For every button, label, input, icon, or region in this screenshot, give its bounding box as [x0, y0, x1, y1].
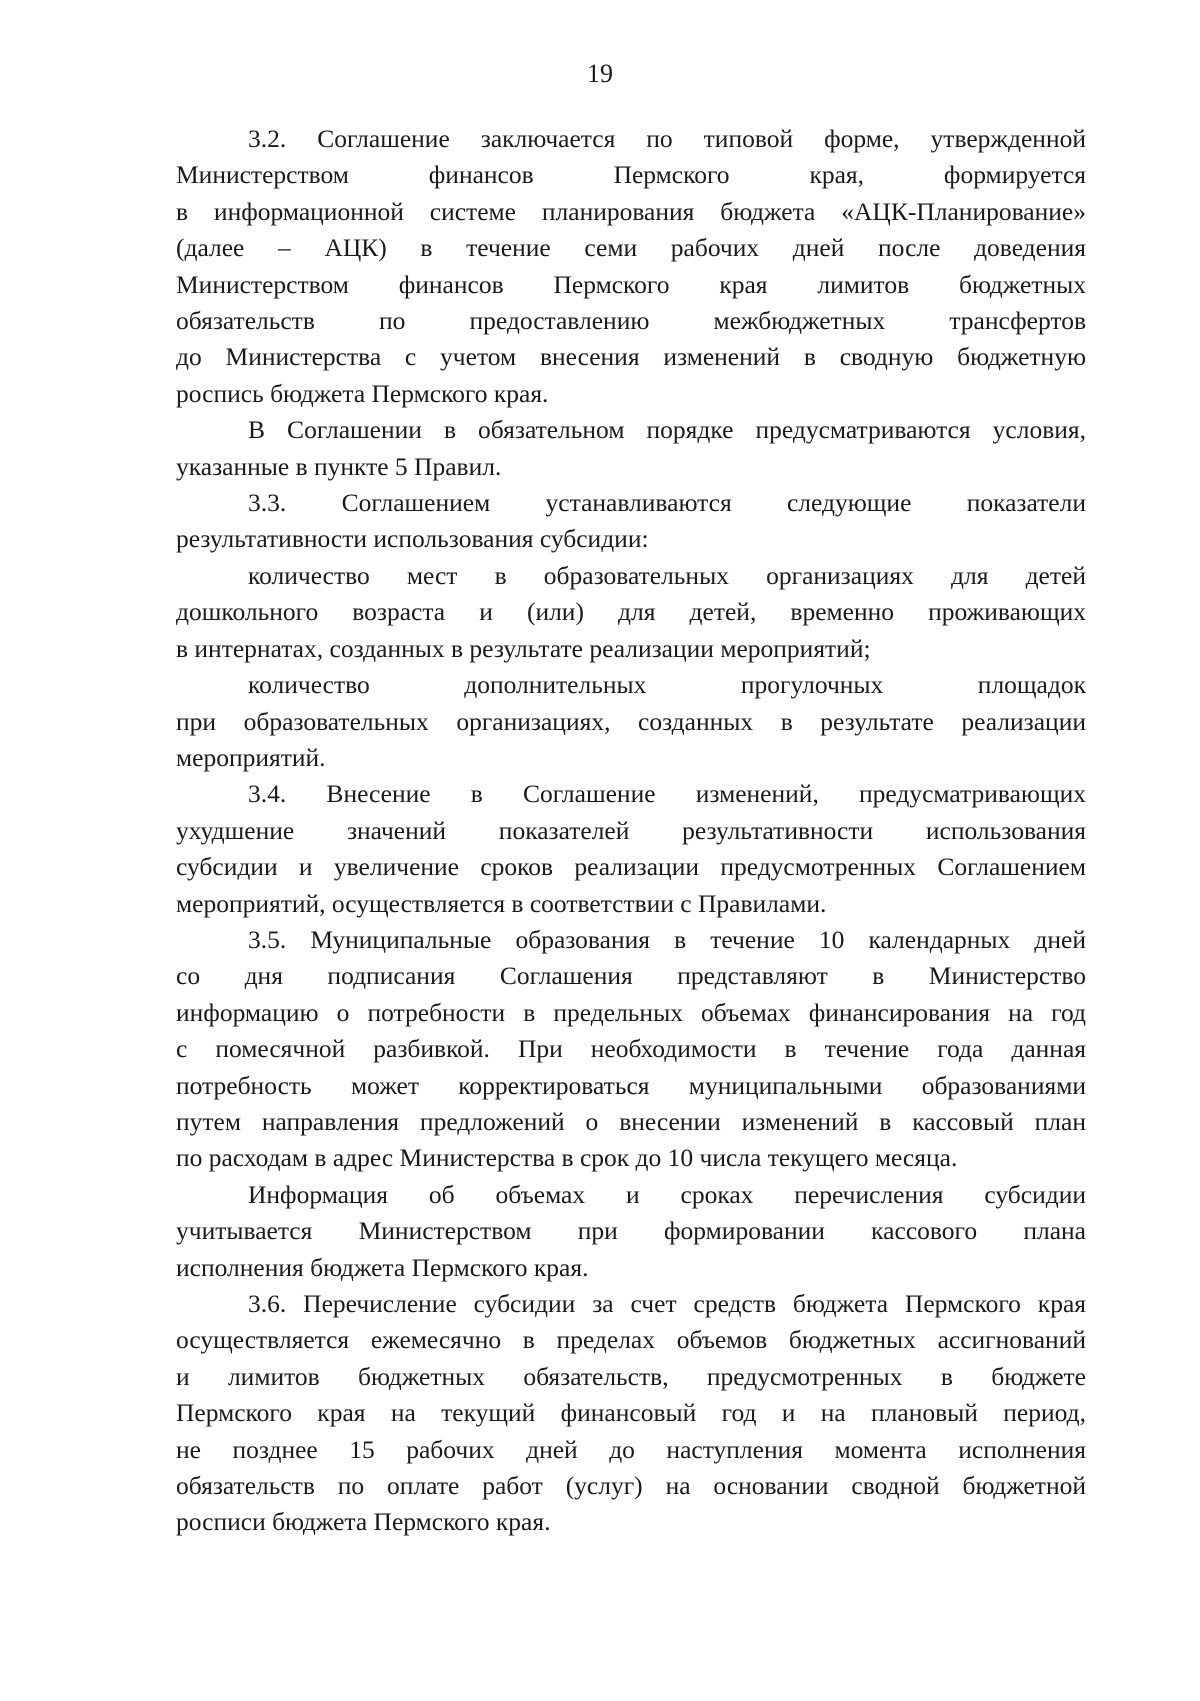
- text-line: 3.6. Перечисление субсидии за счет средств бюджета Пермского края: [248, 1289, 1086, 1318]
- text-line: не позднее 15 рабочих дней до наступления момента исполнения: [176, 1434, 1086, 1464]
- text-line: 3.4. Внесение в Соглашение изменений, предусматривающих: [248, 779, 1086, 809]
- text-line: 3.3. Соглашением устанавливаются следующие показатели: [248, 488, 1086, 518]
- text-line: росписи бюджета Пермского края.: [176, 1507, 551, 1537]
- text-line: 3.2. Соглашение заключается по типовой форме, утвержденной: [248, 124, 1086, 153]
- text-line: субсидии и увеличение сроков реализации предусмотренных Соглашением: [176, 852, 1086, 882]
- text-line: количество дополнительных прогулочных площадок: [248, 670, 1086, 700]
- text-line: Министерством финансов Пермского края лимитов бюджетных: [176, 269, 1086, 299]
- text-line: 3.5. Муниципальные образования в течение 10 календарных дней: [248, 924, 1086, 954]
- document-body: [176, 121, 1086, 1541]
- text-line: осуществляется ежемесячно в пределах объемов бюджетных ассигнований: [176, 1325, 1086, 1355]
- text-line: в интернатах, созданных в результате реализации мероприятий;: [176, 633, 871, 663]
- text-line: ухудшение значений показателей результативности использования: [176, 815, 1086, 845]
- text-line: информацию о потребности в предельных объемах финансирования на год: [176, 997, 1086, 1027]
- text-line: Пермского края на текущий финансовый год и на плановый период,: [176, 1398, 1086, 1428]
- paragraph: [176, 558, 1086, 667]
- text-line: дошкольного возраста и (или) для детей, временно проживающих: [176, 597, 1086, 627]
- text-line: по расходам в адрес Министерства в срок до 10 числа текущего месяца.: [176, 1143, 958, 1173]
- text-line: при образовательных организациях, созданных в результате реализации: [176, 706, 1086, 736]
- text-line: обязательств по предоставлению межбюджетных трансфертов: [176, 306, 1086, 336]
- text-line: и лимитов бюджетных обязательств, предусмотренных в бюджете: [176, 1361, 1086, 1391]
- paragraph: [176, 776, 1086, 922]
- text-line: указанные в пункте 5 Правил.: [176, 451, 502, 481]
- text-line: Министерством финансов Пермского края, формируется: [176, 160, 1086, 190]
- text-line: до Министерства с учетом внесения изменений в сводную бюджетную: [176, 342, 1086, 372]
- paragraph: [176, 1286, 1086, 1541]
- paragraph: [176, 485, 1086, 558]
- text-line: роспись бюджета Пермского края.: [176, 378, 549, 408]
- text-line: со дня подписания Соглашения представляют в Министерство: [176, 961, 1086, 991]
- text-line: В Соглашении в обязательном порядке предусматриваются условия,: [248, 415, 1086, 445]
- text-line: количество мест в образовательных организациях для детей: [248, 560, 1086, 590]
- paragraph: [176, 667, 1086, 776]
- paragraph: [176, 1177, 1086, 1286]
- text-line: потребность может корректироваться муниципальными образованиями: [176, 1070, 1086, 1100]
- text-line: мероприятий, осуществляется в соответствии с Правилами.: [176, 888, 827, 918]
- text-line: с помесячной разбивкой. При необходимости в течение года данная: [176, 1034, 1086, 1064]
- page-number: 19: [587, 59, 613, 88]
- text-line: исполнения бюджета Пермского края.: [176, 1252, 589, 1282]
- paragraph: [176, 922, 1086, 1177]
- text-line: путем направления предложений о внесении изменений в кассовый план: [176, 1106, 1086, 1136]
- paragraph: [176, 412, 1086, 485]
- text-line: Информация об объемах и сроках перечисления субсидии: [248, 1179, 1086, 1209]
- text-line: в информационной системе планирования бюджета «АЦК-Планирование»: [176, 196, 1086, 226]
- text-line: обязательств по оплате работ (услуг) на основании сводной бюджетной: [176, 1471, 1086, 1501]
- paragraph: [176, 121, 1086, 412]
- text-line: мероприятий.: [176, 742, 326, 772]
- text-line: учитывается Министерством при формировании кассового плана: [176, 1216, 1086, 1246]
- text-line: (далее – АЦК) в течение семи рабочих дней после доведения: [176, 233, 1086, 263]
- text-line: результативности использования субсидии:: [176, 524, 649, 554]
